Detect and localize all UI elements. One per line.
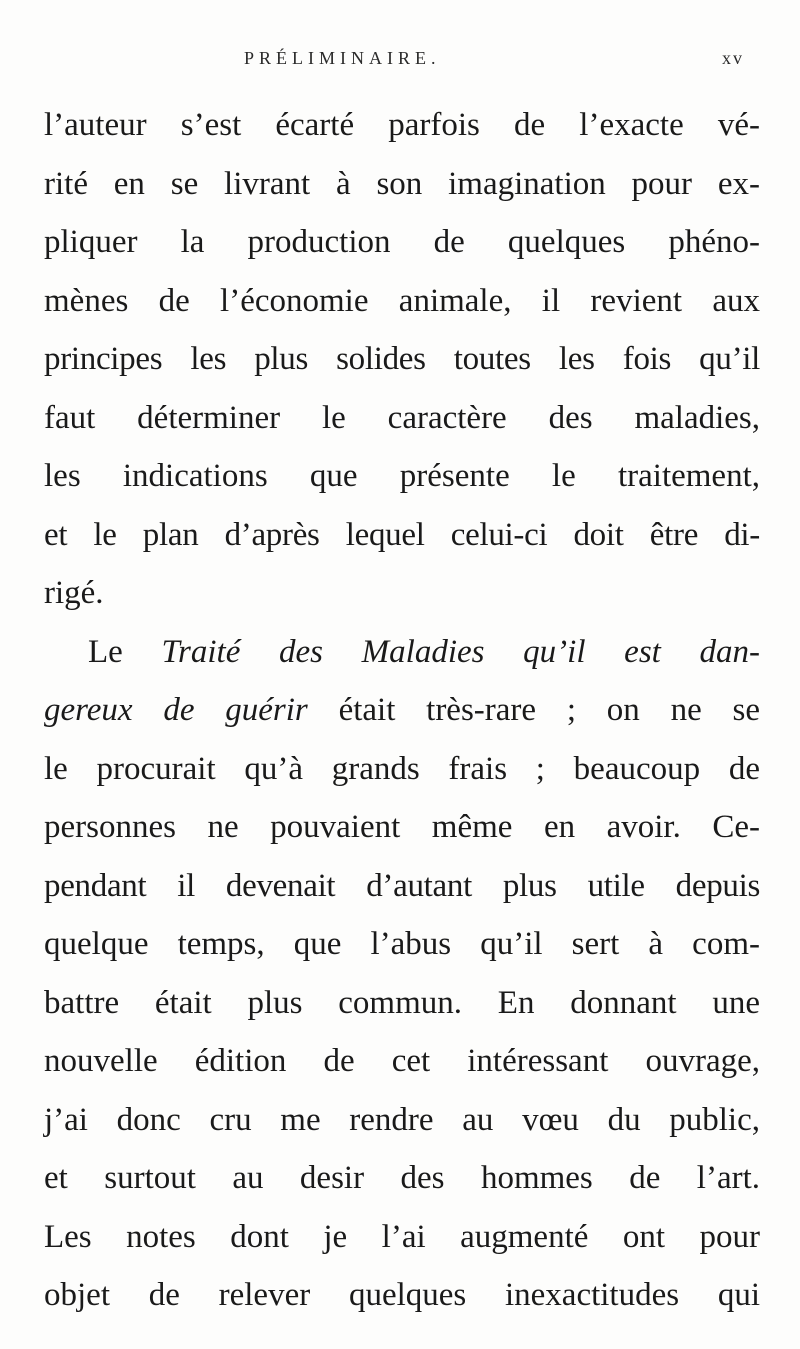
- text-line: objet de relever quelques inexactitudes qui: [44, 1277, 760, 1313]
- text-line: personnes ne pouvaient même en avoir. Ce-: [44, 809, 760, 845]
- text-line: le procurait qu’à grands frais ; beaucoup de: [44, 750, 760, 787]
- book-title-italic: gereux de guérir: [44, 692, 308, 728]
- running-title: PRÉLIMINAIRE.: [244, 48, 441, 68]
- text-line-italic-title: [44, 681, 760, 740]
- page-number: xv: [722, 48, 744, 68]
- text-line: l’auteur s’est écarté parfois de l’exacte vé-: [44, 107, 760, 143]
- text-line: et le plan d’après lequel celui-ci doit être di-: [44, 516, 760, 553]
- line-prefix: Le: [88, 633, 162, 670]
- running-head: [0, 48, 800, 74]
- text-line: et surtout au desir des hommes de l’art.: [44, 1160, 760, 1196]
- text-line: quelque temps, que l’abus qu’il sert à com-: [44, 926, 760, 962]
- text-line: battre était plus commun. En donnant une: [44, 984, 760, 1021]
- text-line: pliquer la production de quelques phéno-: [44, 224, 760, 260]
- text-line: faut déterminer le caractère des maladies,: [44, 399, 760, 436]
- paragraph-end-line: rigé.: [44, 575, 104, 611]
- text-line: mènes de l’économie animale, il revient aux: [44, 282, 760, 319]
- text-line: nouvelle édition de cet intéressant ouvrage,: [44, 1043, 760, 1079]
- text-line: principes les plus solides toutes les fois qu’il: [44, 341, 760, 377]
- line-suffix: était très-rare ; on ne se: [307, 692, 760, 728]
- body-text: [44, 96, 760, 1325]
- text-line-italic-title: [44, 623, 760, 682]
- text-line: les indications que présente le traitement,: [44, 458, 760, 494]
- text-line: pendant il devenait d’autant plus utile depuis: [44, 867, 760, 904]
- book-title-italic: Traité des Maladies qu’il est dan-: [161, 633, 760, 670]
- text-line: Les notes dont je l’ai augmenté ont pour: [44, 1218, 760, 1255]
- text-line: rité en se livrant à son imagination pour ex-: [44, 165, 760, 202]
- text-line: j’ai donc cru me rendre au vœu du public,: [44, 1101, 760, 1138]
